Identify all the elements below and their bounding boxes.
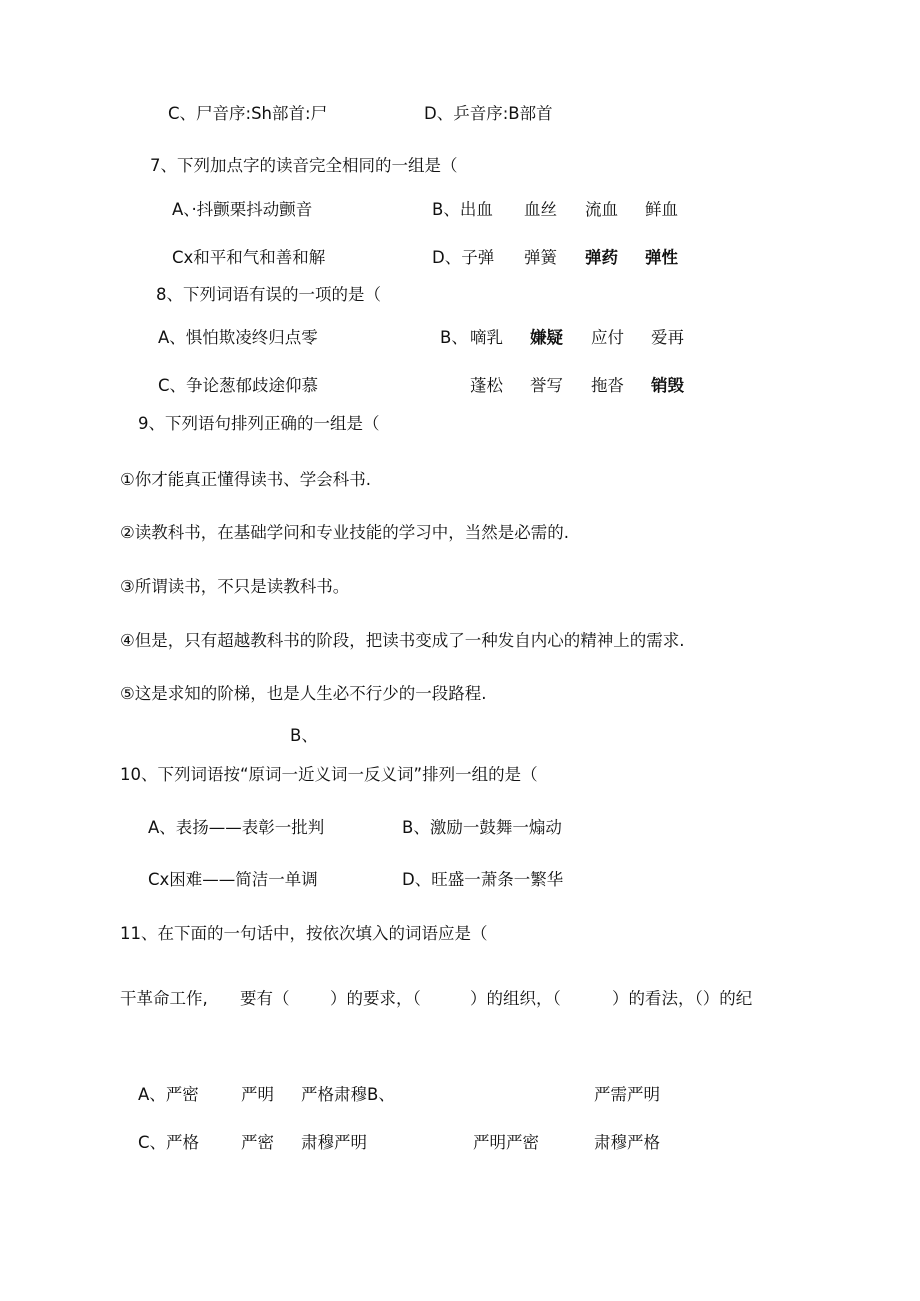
q10-option-a: A、表扬——表彰一批判 bbox=[148, 818, 325, 837]
q10-option-c: Cx困难——简洁一单调 bbox=[148, 870, 318, 889]
q9-sentence: ②读教科书，在基础学问和专业技能的学习中，当然是必需的. bbox=[120, 523, 570, 542]
q11-sentence-part: ）的组织，（ bbox=[470, 989, 561, 1008]
q8-option-d-word: 蓬松 bbox=[470, 376, 503, 395]
q11-option-c-word: 肃穆严明 bbox=[301, 1133, 367, 1152]
q7-option-d: D、子弹 bbox=[432, 248, 495, 267]
q9-sentence: ⑤这是求知的阶梯，也是人生必不行少的一段路程. bbox=[120, 684, 487, 703]
q7-option-c: Cx和平和气和善和解 bbox=[172, 248, 326, 267]
q11-sentence-part: 干革命工作, bbox=[120, 989, 208, 1008]
q8-option-b: B、 bbox=[440, 328, 468, 347]
q7-option-d-word: 弹药 bbox=[585, 248, 618, 267]
q7-option-b: B、出血 bbox=[432, 200, 493, 219]
q8-option-b-word: 嘀乳 bbox=[470, 328, 503, 347]
q11-option-d-word: 严明严密 bbox=[473, 1133, 539, 1152]
q8-option-b-word: 应付 bbox=[591, 328, 624, 347]
q11-option-a: A、严密 bbox=[138, 1085, 199, 1104]
q7-option-b-word: 鲜血 bbox=[645, 200, 678, 219]
q11-option-a-word: 严明 bbox=[241, 1085, 274, 1104]
q11-option-a-word: 严格肃穆B、 bbox=[301, 1085, 395, 1104]
q9-sentence: ④但是，只有超越教科书的阶段，把读书变成了一种发自内心的精神上的需求. bbox=[120, 631, 685, 650]
q7-option-a: A、·抖颤栗抖动颤音 bbox=[172, 200, 313, 219]
q8-option-a: A、惧怕欺凌终归点零 bbox=[158, 328, 318, 347]
q11-option-b-word: 严需严明 bbox=[594, 1085, 660, 1104]
q9-stem: 9、下列语句排列正确的一组是（ bbox=[138, 414, 380, 433]
q10-stem: 10、下列词语按“原词一近义词一反义词”排列一组的是（ bbox=[120, 765, 538, 784]
q8-option-b-word: 嫌疑 bbox=[530, 328, 563, 347]
q7-option-b-word: 血丝 bbox=[524, 200, 557, 219]
q11-option-d-word: 肃穆严格 bbox=[594, 1133, 660, 1152]
q11-sentence-part: 要有（ bbox=[240, 989, 290, 1008]
q9-sentence: ③所谓读书，不只是读教科书。 bbox=[120, 577, 350, 596]
q11-sentence-part: ）的看法，（）的纪 bbox=[612, 989, 753, 1008]
q7-option-d-word: 弹性 bbox=[645, 248, 678, 267]
q8-option-c: C、争论葱郁歧途仰慕 bbox=[158, 376, 319, 395]
q7-option-d-word: 弹簧 bbox=[524, 248, 557, 267]
q8-option-d-word: 拖沓 bbox=[591, 376, 624, 395]
q8-option-d-word: 誉写 bbox=[530, 376, 563, 395]
q9-sentence: ①你才能真正懂得读书、学会科书. bbox=[120, 470, 372, 489]
q8-option-d-word: 销毁 bbox=[651, 376, 684, 395]
q7-option-b-word: 流血 bbox=[585, 200, 618, 219]
q11-option-c-word: 严密 bbox=[241, 1133, 274, 1152]
q9-option-b: B、 bbox=[290, 726, 318, 745]
q11-sentence-part: ）的要求，（ bbox=[330, 989, 421, 1008]
q10-option-d: D、旺盛一萧条一繁华 bbox=[402, 870, 564, 889]
q11-option-c: C、严格 bbox=[138, 1133, 200, 1152]
q6-option-c: C、尸音序:Sh部首:尸 bbox=[168, 104, 328, 123]
q7-stem: 7、下列加点字的读音完全相同的一组是（ bbox=[150, 156, 458, 175]
q11-stem: 11、在下面的一句话中，按依次填入的词语应是（ bbox=[120, 924, 488, 943]
q8-option-b-word: 爱再 bbox=[651, 328, 684, 347]
q8-stem: 8、下列词语有误的一项的是（ bbox=[156, 285, 381, 304]
q10-option-b: B、激励一鼓舞一煽动 bbox=[402, 818, 562, 837]
q6-option-d: D、乒音序:B部首 bbox=[424, 104, 553, 123]
